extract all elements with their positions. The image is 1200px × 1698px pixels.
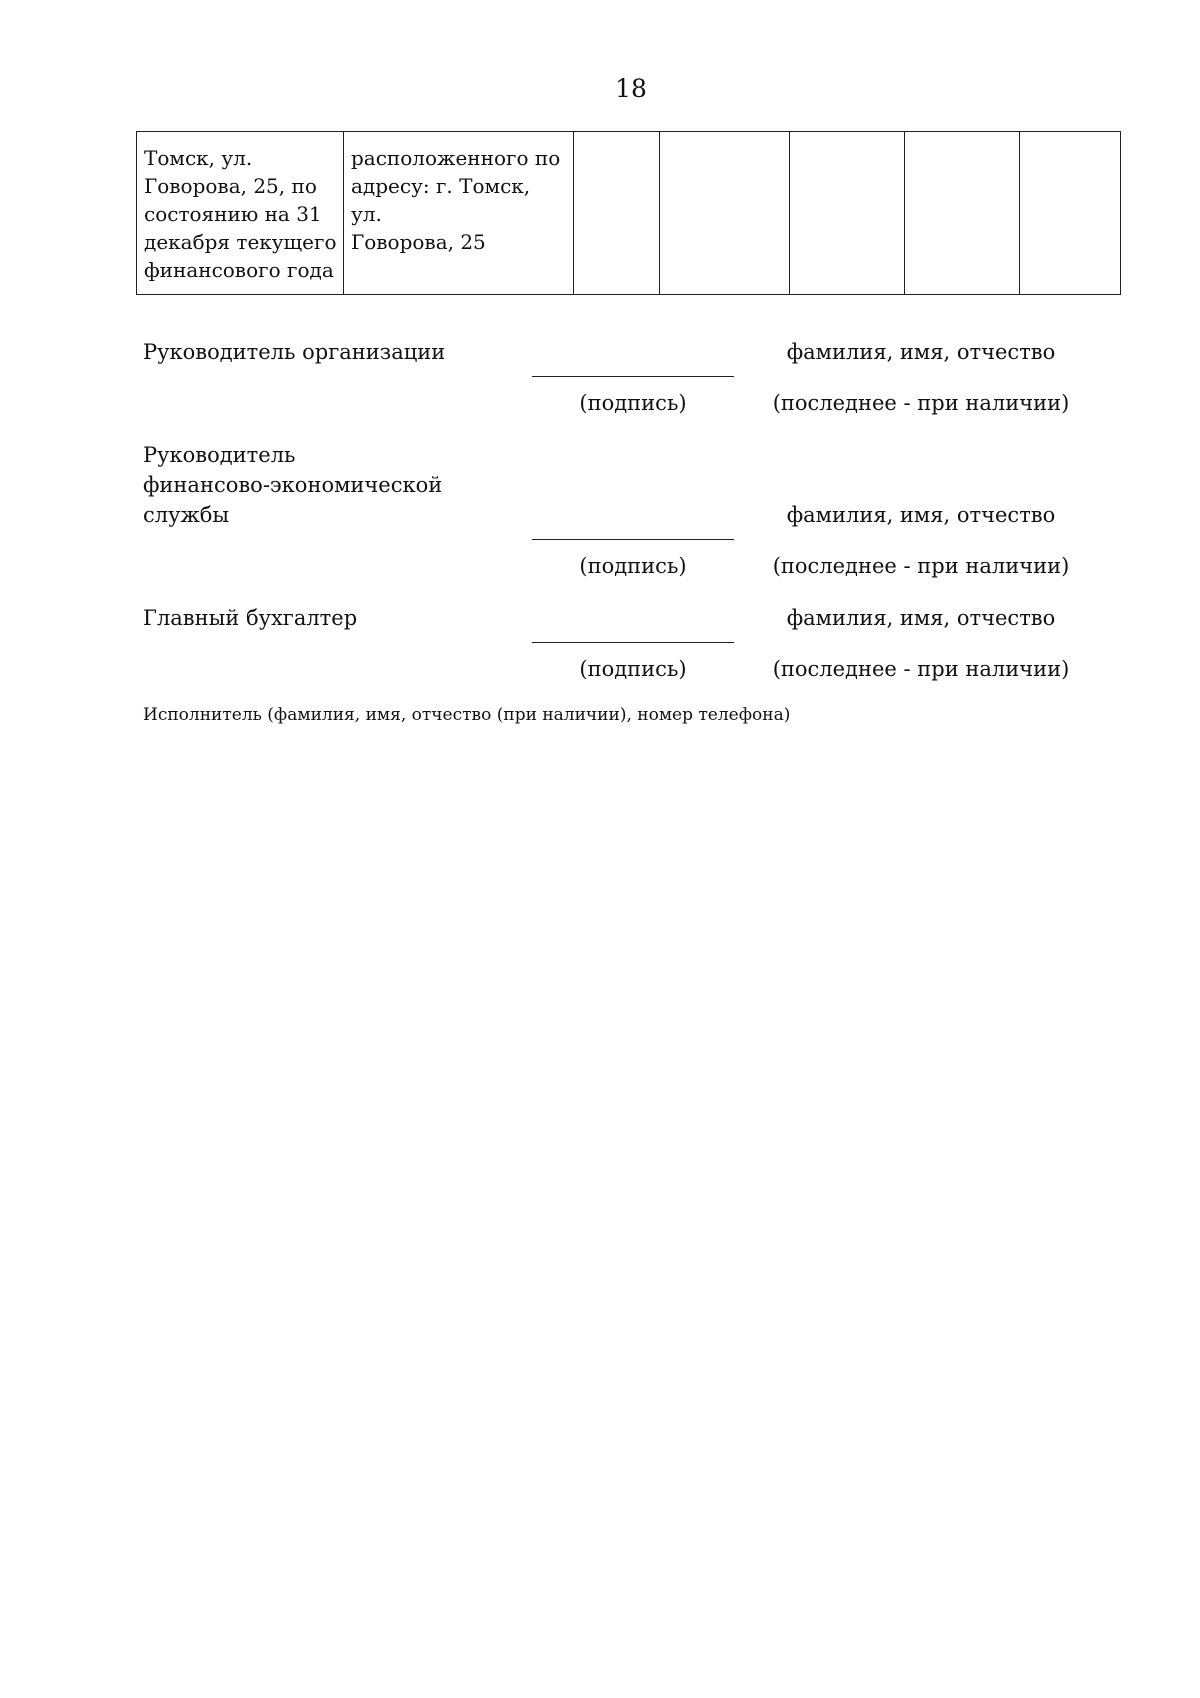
- page-number: 18: [615, 74, 647, 103]
- continuation-table: [136, 131, 1121, 295]
- name-note: (последнее - при наличии): [772, 657, 1070, 681]
- signature-caption: (подпись): [579, 391, 687, 415]
- executor-line: Исполнитель (фамилия, имя, отчество (при наличии), номер телефона): [143, 705, 791, 725]
- signature-caption: (подпись): [579, 657, 687, 681]
- table-cell-period: Томск, ул. Говорова, 25, по состоянию на 31 декабря текущего финансового года: [137, 132, 344, 295]
- signature-caption: (подпись): [579, 554, 687, 578]
- name-label: фамилия, имя, отчество: [786, 503, 1056, 527]
- table-cell-empty: [1020, 132, 1121, 295]
- table-cell-empty: [905, 132, 1020, 295]
- table-cell-empty: [660, 132, 790, 295]
- table-row: [137, 132, 1121, 295]
- signature-line: [532, 539, 734, 540]
- role-label: Руководитель организации: [143, 340, 446, 364]
- signature-line: [532, 376, 734, 377]
- name-label: фамилия, имя, отчество: [786, 340, 1056, 364]
- table-cell-address: расположенного по адресу: г. Томск, ул. Говорова, 25: [344, 132, 574, 295]
- name-note: (последнее - при наличии): [772, 391, 1070, 415]
- table-cell-empty: [574, 132, 660, 295]
- table-cell-empty: [790, 132, 905, 295]
- role-label: Главный бухгалтер: [143, 606, 358, 630]
- name-note: (последнее - при наличии): [772, 554, 1070, 578]
- role-label: Руководитель финансово-экономической службы: [143, 443, 443, 527]
- signature-line: [532, 642, 734, 643]
- name-label: фамилия, имя, отчество: [786, 606, 1056, 630]
